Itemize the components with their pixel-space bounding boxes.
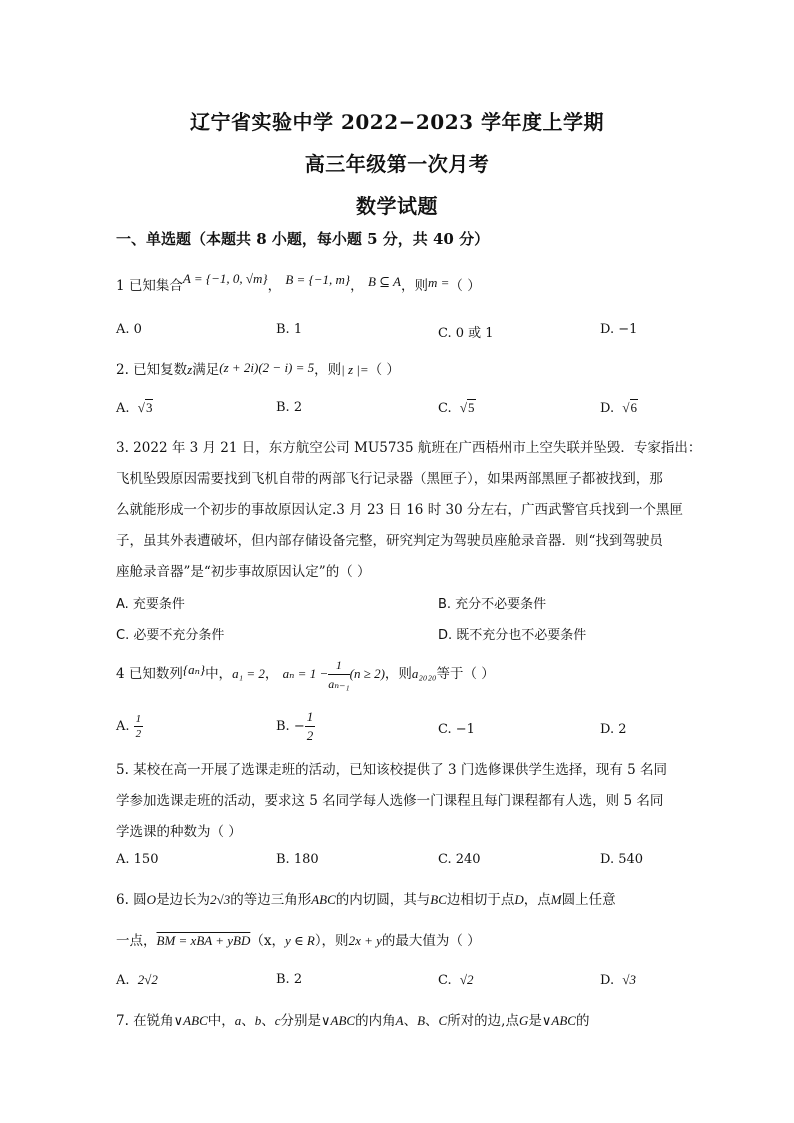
q1-m: m = xyxy=(427,275,450,290)
q3-line-4: 子，虽其外表遭破坏，但内部存储设备完整，研究判定为驾驶员座舱录音器．则“找到驾驶员 xyxy=(116,533,663,549)
q6-text-e: 边相切于点 xyxy=(446,892,515,908)
q3-option-a[interactable]: A. 充要条件 xyxy=(116,597,185,612)
q6-text-h: 一点， xyxy=(116,933,157,949)
q4-then: ，则 xyxy=(384,666,412,682)
q2-sqrt3: √3 xyxy=(137,400,153,415)
q6-text-j: ），则 xyxy=(314,933,349,949)
q2-option-b[interactable]: B. 2 xyxy=(276,400,303,415)
q5-option-c[interactable]: C. 240 xyxy=(438,852,481,867)
q1-comma: ， xyxy=(267,278,282,294)
q4-option-a[interactable] xyxy=(116,712,143,741)
q2-option-c-label: C. xyxy=(438,401,452,416)
q7-tri3: ∨ABC xyxy=(541,1013,576,1028)
q6-option-d-label: D. xyxy=(600,973,615,988)
q6-option-c-label: C. xyxy=(438,973,452,988)
q5-option-b[interactable]: B. 180 xyxy=(276,852,319,867)
q7-sep1: 、 xyxy=(241,1013,255,1029)
q7-text-e: 所对的边,点 xyxy=(447,1013,519,1029)
q6-circle-o: O xyxy=(146,892,157,907)
q5-option-a[interactable]: A. 150 xyxy=(116,852,159,867)
q5-line-3: 学选课的种数为（ ） xyxy=(116,824,242,840)
q4-an: aₙ = 1 − xyxy=(282,666,329,681)
q7-tri2: ∨ABC xyxy=(321,1013,356,1028)
q6-side-length: 2√3 xyxy=(210,892,231,907)
q7-text-d: 的内角 xyxy=(355,1013,396,1029)
q2-option-a-label: A. xyxy=(116,401,130,416)
q6-text-g: 圆上任意 xyxy=(561,892,616,908)
q2-option-d-label: D. xyxy=(600,401,615,416)
q6-option-a-label: A. xyxy=(116,973,130,988)
q6-line-1 xyxy=(116,888,616,908)
q3-line-3: 么就能形成一个初步的事故原因认定.3 月 23 日 16 时 30 分左右，广西武警官兵找到一个黑匣 xyxy=(116,502,683,518)
q6-option-a[interactable] xyxy=(116,972,158,988)
q2-sqrt6: √6 xyxy=(622,400,637,415)
q4-option-d[interactable]: D. 2 xyxy=(600,722,627,737)
exam-subject-title: 数学试题 xyxy=(356,194,438,218)
q7-c: c xyxy=(274,1013,281,1028)
q2-option-c[interactable] xyxy=(438,400,476,416)
q7-line-1 xyxy=(116,1009,589,1029)
q6-text-f: ，点 xyxy=(523,892,551,908)
q2-text: 2. 已知复数 xyxy=(116,362,188,378)
q1-option-d[interactable]: D. −1 xyxy=(600,322,638,337)
q6-real: y ∈ R xyxy=(284,933,315,948)
q2-equation: (z + 2i)(2 − i) = 5 xyxy=(219,360,315,375)
q7-tri: ∨ABC xyxy=(173,1013,208,1028)
q6-option-d[interactable] xyxy=(600,972,636,988)
q3-line-5: 座舱录音器”是“初步事故原因认定”的（ ） xyxy=(116,564,371,580)
q4-text: 4 已知数列 xyxy=(116,666,183,682)
q7-sep2: 、 xyxy=(261,1013,275,1029)
q5-line-1: 5. 某校在高一开展了选课走班的活动，已知该校提供了 3 门选修课供学生选择，现有 5 名同 xyxy=(116,762,668,778)
q3-option-d[interactable]: D. 既不充分也不必要条件 xyxy=(438,628,587,643)
q7-b: b xyxy=(254,1013,262,1028)
q4-neg-half: $\frac{1}{2}$ xyxy=(306,709,314,743)
q6-vector-eq: BM = xBA + yBD xyxy=(156,933,251,948)
q6-abc: ABC xyxy=(311,892,336,907)
q6-text-a: 6. 圆 xyxy=(116,892,147,908)
q7-sep3: 、 xyxy=(403,1013,418,1029)
q2-then: ，则 xyxy=(314,362,342,378)
q4-cond: (n ≥ 2) xyxy=(349,666,385,681)
q4-a2020: a₂₀₂₀ xyxy=(411,666,437,681)
exam-grade-title: 高三年级第一次月考 xyxy=(304,152,490,176)
q7-angle-c: C xyxy=(438,1013,448,1028)
q1-option-c[interactable]: C. 0 或 1 xyxy=(438,326,494,341)
q4-half: $\frac{1}{2}$ xyxy=(135,713,142,740)
q6-bc: BC xyxy=(430,892,447,907)
q7-sep4: 、 xyxy=(425,1013,439,1029)
q6-line-2 xyxy=(116,929,481,949)
q6-text-b: 是边长为 xyxy=(156,892,211,908)
q3-line-2: 飞机坠毁原因需要找到飞机自带的两部飞行记录器（黑匣子），如果两部黑匣子都被找到，那 xyxy=(116,471,663,487)
q4-option-a-label: A. xyxy=(116,719,130,734)
q6-expr: 2x + y xyxy=(348,933,382,948)
q4-end: 等于（ ） xyxy=(436,666,495,682)
question-1 xyxy=(116,271,481,294)
q2-satisfy: 满足 xyxy=(192,362,220,378)
q4-seq: {aₙ} xyxy=(182,662,206,677)
q1-text: 1 已知集合 xyxy=(116,278,183,294)
q6-text-k: 的最大值为（ ） xyxy=(381,933,481,949)
q4-comma: ， xyxy=(264,666,279,682)
q6-text-i: （x， xyxy=(250,933,285,949)
question-4 xyxy=(116,656,495,693)
q1-set-b: B = {−1, m} xyxy=(285,272,351,287)
q7-a: a xyxy=(234,1013,242,1028)
q2-z: z xyxy=(187,362,193,377)
q5-option-d[interactable]: D. 540 xyxy=(600,852,644,867)
q7-text-f: 是 xyxy=(528,1013,542,1029)
q7-angle-a: A xyxy=(395,1013,404,1028)
section-heading: 一、单选题（本题共 8 小题，每小题 5 分，共 40 分） xyxy=(116,230,490,248)
exam-title: 辽宁省实验中学 2022−2023 学年度上学期 xyxy=(189,110,604,134)
q1-then: ，则 xyxy=(400,278,428,294)
q2-sqrt5: √5 xyxy=(459,400,475,415)
q7-text-a: 7. 在锐角 xyxy=(116,1013,174,1029)
q5-line-2: 学参加选课走班的活动，要求这 5 名同学每人选修一门课程且每门课程都有人选，则 5 名同 xyxy=(116,793,664,809)
q1-set-a: A = {−1, 0, √m} xyxy=(182,271,268,286)
q1-paren: （ ） xyxy=(449,278,481,294)
q6-m: M xyxy=(550,892,562,907)
q7-g: G xyxy=(518,1013,529,1028)
q4-a1: a₁ = 2 xyxy=(232,666,265,681)
q6-d: D xyxy=(514,892,524,907)
q2-paren: （ ） xyxy=(368,362,400,378)
q7-text-c: 分别是 xyxy=(280,1013,322,1029)
question-2 xyxy=(116,358,400,378)
q3-line-1: 3. 2022 年 3 月 21 日，东方航空公司 MU5735 航班在广西梧州市上空失联并坠毁．专家指出： xyxy=(116,440,702,456)
q2-option-a[interactable] xyxy=(116,400,153,416)
q1-comma2: ， xyxy=(350,278,364,294)
q7-angle-b: B xyxy=(417,1013,426,1028)
q1-option-b[interactable]: B. 1 xyxy=(276,322,303,337)
q2-option-d[interactable] xyxy=(600,400,638,416)
q2-modulus: | z |= xyxy=(341,362,369,377)
q4-option-b-label: B. − xyxy=(276,719,305,734)
q7-text-g: 的 xyxy=(575,1013,590,1029)
q7-text-b: 中， xyxy=(207,1013,235,1029)
q3-option-c[interactable]: C. 必要不充分条件 xyxy=(116,628,225,643)
q1-option-a[interactable]: A. 0 xyxy=(116,322,142,337)
q4-option-b[interactable] xyxy=(276,708,315,745)
q6-option-c-value: √2 xyxy=(459,972,474,987)
q3-option-b[interactable]: B. 充分不必要条件 xyxy=(438,597,547,612)
q4-option-c[interactable]: C. −1 xyxy=(438,722,475,737)
q1-subset: B ⊆ A xyxy=(367,274,401,289)
q4-fraction: $\frac{1}{\text{aₙ₋₁}}$ xyxy=(328,658,350,691)
q6-option-d-value: √3 xyxy=(622,972,636,987)
q6-option-b[interactable]: B. 2 xyxy=(276,972,303,987)
q6-option-a-value: 2√2 xyxy=(137,972,158,987)
q6-option-c[interactable] xyxy=(438,972,474,988)
q6-text-c: 的等边三角形 xyxy=(230,892,312,908)
q6-text-d: 的内切圆，其与 xyxy=(335,892,431,908)
q4-mid: 中， xyxy=(205,666,233,682)
